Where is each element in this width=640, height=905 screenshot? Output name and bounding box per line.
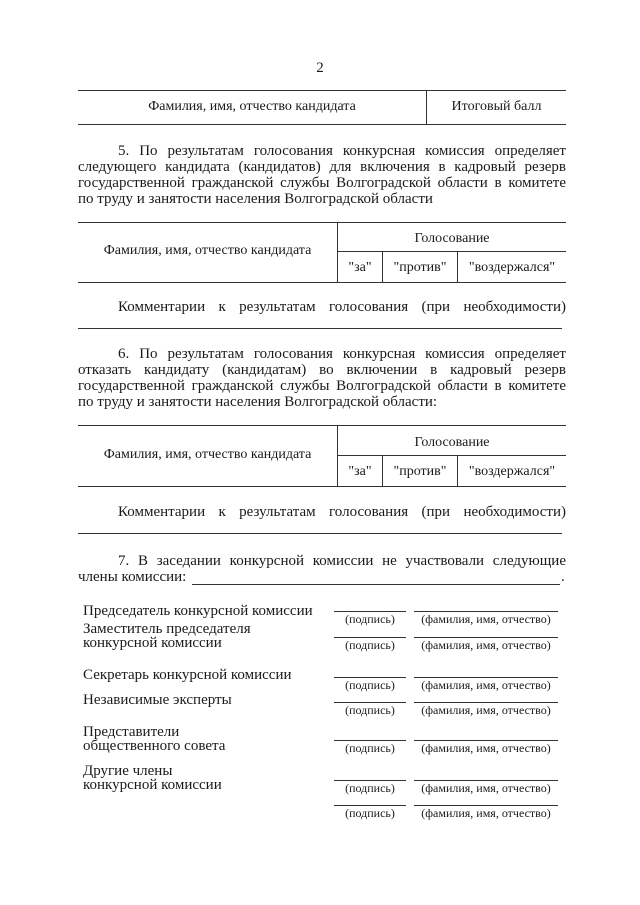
section-6-paragraph — [78, 346, 566, 410]
table-rule — [78, 486, 566, 487]
role-secretary: Секретарь конкурсной комиссии — [83, 667, 292, 683]
page-number: 2 — [316, 60, 324, 76]
signature-caption: (подпись) — [345, 781, 395, 795]
column-header-against: "против" — [393, 260, 447, 275]
role-others-line-1: Другие члены — [83, 763, 173, 779]
table-rule — [337, 455, 566, 456]
comments-line — [78, 533, 562, 534]
name-caption: (фамилия, имя, отчество) — [421, 806, 551, 820]
paragraph-line: по труду и занятости населения Волгоградской области: — [78, 394, 438, 410]
role-deputy-line-1: Заместитель председателя — [83, 621, 251, 637]
paragraph-line: по труду и занятости населения Волгоградской области — [78, 191, 433, 207]
paragraph-line: следующего кандидата (кандидатов) для включения в кадровый резерв — [78, 159, 566, 175]
paragraph-line: отказать кандидату (кандидатам) во включении в кадровый резерв — [78, 362, 566, 378]
role-representatives-line-1: Представители — [83, 724, 180, 740]
section-5-paragraph — [78, 143, 566, 207]
column-header-voting: Голосование — [414, 435, 490, 450]
name-caption: (фамилия, имя, отчество) — [421, 678, 551, 692]
paragraph-line: государственной гражданской службы Волгоградской области в комитете — [78, 378, 566, 394]
name-caption: (фамилия, имя, отчество) — [421, 741, 551, 755]
column-header-abstain: "воздержался" — [468, 260, 556, 275]
role-representatives-line-2: общественного совета — [83, 738, 226, 754]
paragraph-line: 6. По результатам голосования конкурсная комиссия определяет — [118, 346, 566, 362]
signature-caption: (подпись) — [345, 678, 395, 692]
section-5-comments-label: Комментарии к результатам голосования (при необходимости) — [118, 299, 566, 315]
role-others-line-2: конкурсной комиссии — [83, 777, 222, 793]
table-rule — [78, 222, 566, 223]
name-caption: (фамилия, имя, отчество) — [421, 638, 551, 652]
signature-caption: (подпись) — [345, 638, 395, 652]
signature-caption: (подпись) — [345, 703, 395, 717]
column-header-final-score: Итоговый балл — [451, 99, 542, 114]
name-caption: (фамилия, имя, отчество) — [421, 781, 551, 795]
table-rule — [78, 90, 566, 91]
column-header-candidate-name: Фамилия, имя, отчество кандидата — [103, 447, 312, 462]
paragraph-line: государственной гражданской службы Волгоградской области в комитете — [78, 175, 566, 191]
role-chairman: Председатель конкурсной комиссии — [83, 603, 313, 619]
column-header-against: "против" — [393, 464, 447, 479]
table-rule — [78, 282, 566, 283]
column-header-candidate-name: Фамилия, имя, отчество кандидата — [148, 99, 356, 114]
section-6-comments-label: Комментарии к результатам голосования (при необходимости) — [118, 504, 566, 520]
comments-line — [78, 328, 562, 329]
table-rule — [78, 124, 566, 125]
absent-members-line — [192, 584, 560, 585]
signature-caption: (подпись) — [345, 612, 395, 626]
name-caption: (фамилия, имя, отчество) — [421, 703, 551, 717]
column-header-voting: Голосование — [414, 231, 490, 246]
section-7-line-1: 7. В заседании конкурсной комиссии не участвовали следующие — [118, 553, 566, 569]
column-header-candidate-name: Фамилия, имя, отчество кандидата — [103, 243, 312, 258]
role-experts: Независимые эксперты — [83, 692, 232, 708]
role-deputy-line-2: конкурсной комиссии — [83, 635, 222, 651]
section-7-line-2: члены комиссии: — [78, 569, 187, 585]
name-caption: (фамилия, имя, отчество) — [421, 612, 551, 626]
column-header-for: "за" — [348, 464, 372, 479]
signature-caption: (подпись) — [345, 741, 395, 755]
table-rule — [78, 425, 566, 426]
paragraph-line: 5. По результатам голосования конкурсная комиссия определяет — [118, 143, 566, 159]
section-7-end-mark: . — [561, 569, 565, 585]
column-header-for: "за" — [348, 260, 372, 275]
signature-caption: (подпись) — [345, 806, 395, 820]
table-rule — [337, 251, 566, 252]
column-header-abstain: "воздержался" — [468, 464, 556, 479]
